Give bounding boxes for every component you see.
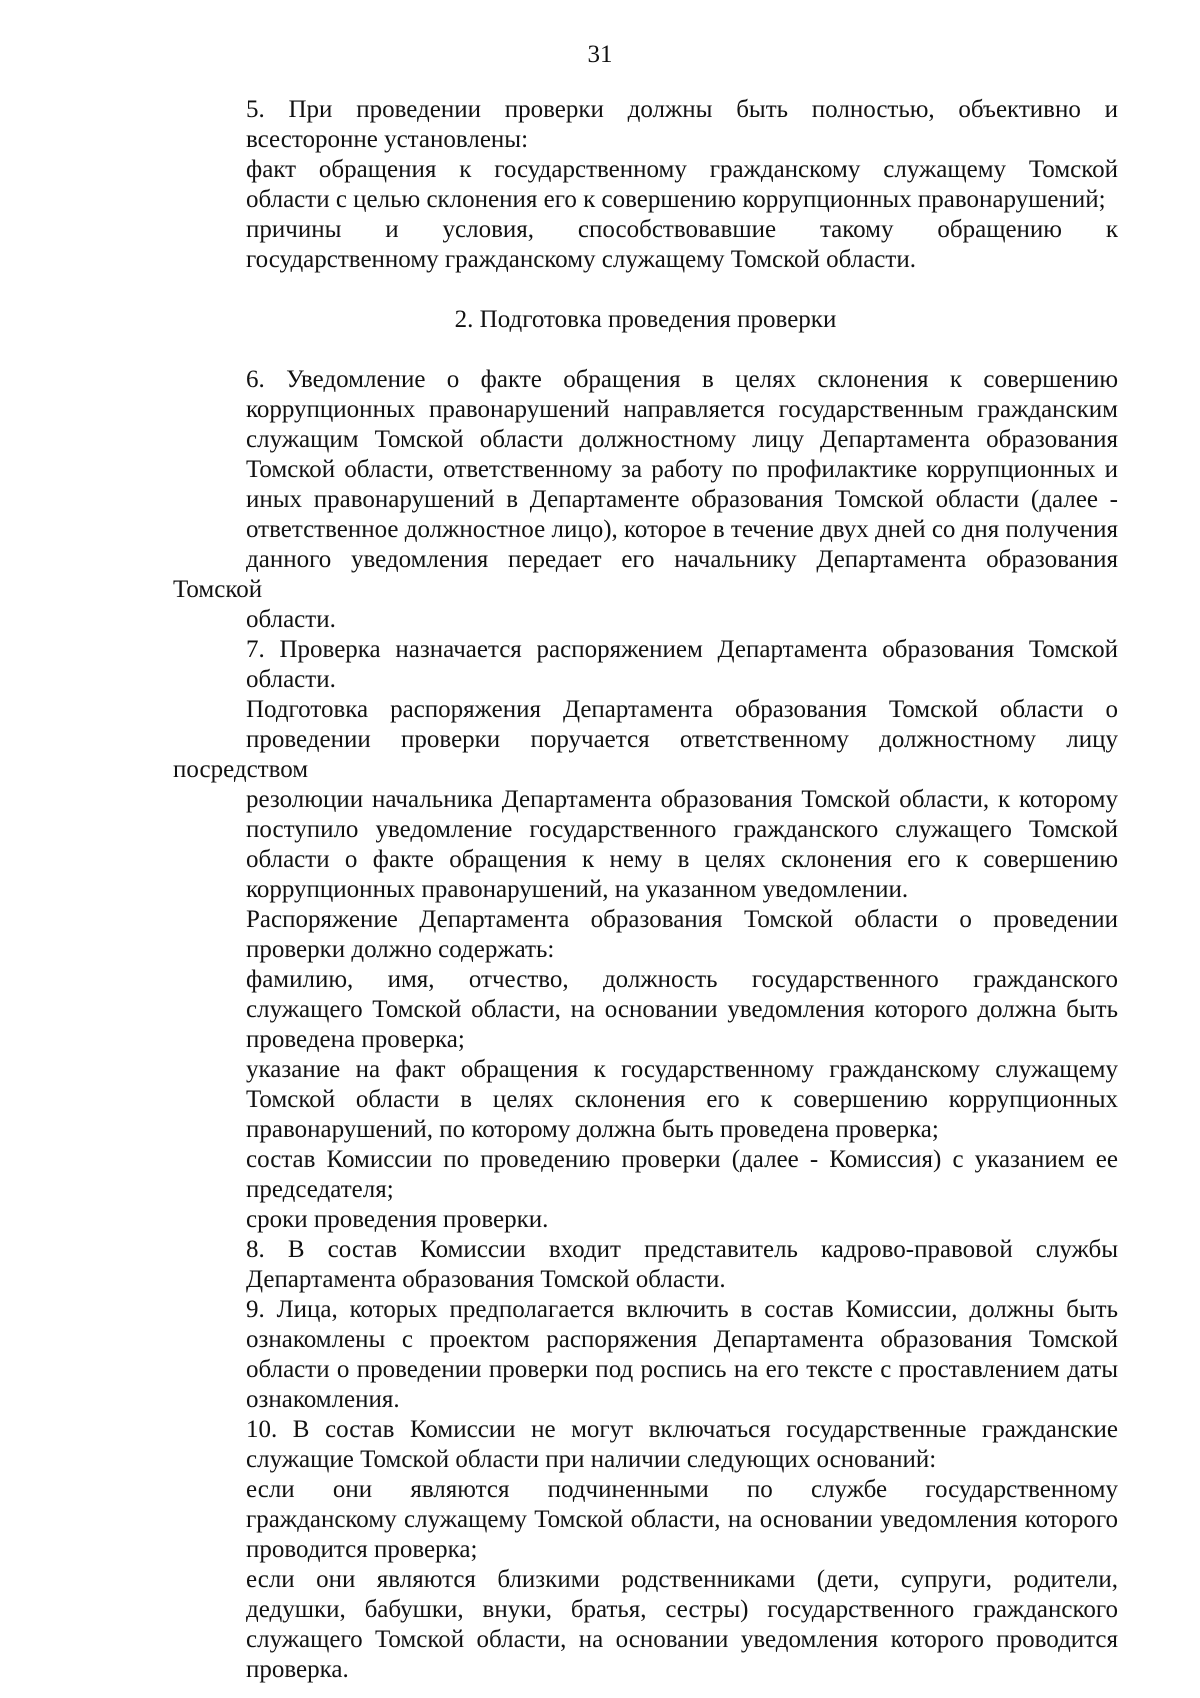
paragraph-line: если они являются близкими родственниками (дети, супруги, родители,: [246, 1566, 1118, 1593]
paragraph-line: поступило уведомление государственного гражданского служащего Томской: [246, 816, 1118, 843]
paragraph-line: служащего Томской области, на основании уведомления которого должна быть: [246, 996, 1118, 1023]
paragraph: [173, 965, 1118, 1055]
paragraph: [173, 905, 1118, 965]
paragraph: [173, 695, 1118, 905]
paragraph-line: фамилию, имя, отчество, должность государственного гражданского: [246, 966, 1118, 993]
paragraph: [173, 1565, 1118, 1685]
paragraph-line: области с целью склонения его к совершению коррупционных правонарушений;: [246, 186, 1106, 213]
paragraph-line: правонарушений, по которому должна быть проведена проверка;: [246, 1116, 939, 1143]
paragraph-line: состав Комиссии по проведению проверки (далее - Комиссия) с указанием ее: [246, 1146, 1118, 1173]
paragraph-line: области о проведении проверки под роспись на его тексте с проставлением даты: [246, 1356, 1118, 1383]
paragraph-line: области.: [246, 666, 336, 693]
paragraph-line: Департамента образования Томской области.: [246, 1266, 726, 1293]
paragraph-line: 8. В состав Комиссии входит представитель кадрово-правовой службы: [246, 1236, 1118, 1263]
paragraph: [173, 1145, 1118, 1205]
paragraph: [173, 365, 1118, 635]
paragraph-line: Томской области, ответственному за работу по профилактике коррупционных и: [246, 456, 1118, 483]
paragraph-line: проверка.: [246, 1656, 349, 1683]
paragraph-line: ответственное должностное лицо), которое в течение двух дней со дня получения: [246, 516, 1118, 543]
paragraph-line: служащие Томской области при наличии следующих оснований:: [246, 1446, 937, 1473]
paragraph-line: если они являются подчиненными по службе государственному: [246, 1476, 1118, 1503]
paragraph: [173, 95, 1118, 155]
paragraph-line: проверки должно содержать:: [246, 936, 555, 963]
paragraph-line: сроки проведения проверки.: [246, 1206, 549, 1233]
paragraph: [173, 1295, 1118, 1415]
page-number: 31: [587, 41, 613, 68]
paragraph: [173, 155, 1118, 215]
paragraph-line: указание на факт обращения к государственному гражданскому служащему: [246, 1056, 1118, 1083]
paragraph-line: председателя;: [246, 1176, 394, 1203]
paragraph-line: гражданскому служащему Томской области, на основании уведомления которого: [246, 1506, 1118, 1533]
paragraph-line: коррупционных правонарушений направляется государственным гражданским: [246, 396, 1118, 423]
paragraph: [173, 1415, 1118, 1475]
paragraph-line: проводится проверка;: [246, 1536, 478, 1563]
paragraph-line: 5. При проведении проверки должны быть полностью, объективно и: [246, 96, 1118, 123]
paragraph-line: резолюции начальника Департамента образования Томской области, к которому: [246, 786, 1118, 813]
paragraph-line: всесторонне установлены:: [246, 126, 529, 153]
paragraph: [173, 1055, 1118, 1145]
paragraph-line: служащего Томской области, на основании уведомления которого проводится: [246, 1626, 1118, 1653]
paragraph: [173, 1205, 1118, 1235]
paragraph-line: проведении проверки поручается ответственному должностному лицу посредством: [173, 726, 1118, 783]
paragraph: [173, 1475, 1118, 1565]
paragraph-line: проведена проверка;: [246, 1026, 465, 1053]
paragraph-line: служащим Томской области должностному лицу Департамента образования: [246, 426, 1118, 453]
paragraph-line: 10. В состав Комиссии не могут включаться государственные гражданские: [246, 1416, 1118, 1443]
section-heading: 2. Подготовка проведения проверки: [454, 306, 837, 333]
paragraph-line: 6. Уведомление о факте обращения в целях склонения к совершению: [246, 366, 1118, 393]
paragraph-line: факт обращения к государственному гражданскому служащему Томской: [246, 156, 1118, 183]
paragraph-line: Подготовка распоряжения Департамента образования Томской области о: [246, 696, 1118, 723]
document-body: [173, 95, 1118, 1685]
paragraph-line: дедушки, бабушки, внуки, братья, сестры) государственного гражданского: [246, 1596, 1118, 1623]
paragraph-line: 7. Проверка назначается распоряжением Департамента образования Томской: [246, 636, 1118, 663]
paragraph-line: области о факте обращения к нему в целях склонения его к совершению: [246, 846, 1118, 873]
paragraph-line: 9. Лица, которых предполагается включить в состав Комиссии, должны быть: [246, 1296, 1118, 1323]
paragraph-line: области.: [246, 606, 336, 633]
paragraph-line: иных правонарушений в Департаменте образования Томской области (далее -: [246, 486, 1118, 513]
paragraph-line: ознакомлены с проектом распоряжения Департамента образования Томской: [246, 1326, 1118, 1353]
paragraph-line: Томской области в целях склонения его к совершению коррупционных: [246, 1086, 1118, 1113]
section-2: [173, 365, 1118, 1685]
paragraph: [173, 215, 1118, 275]
paragraph-line: государственному гражданскому служащему Томской области.: [246, 246, 916, 273]
paragraph-line: причины и условия, способствовавшие такому обращению к: [246, 216, 1118, 243]
paragraph-line: ознакомления.: [246, 1386, 400, 1413]
paragraph-line: Распоряжение Департамента образования Томской области о проведении: [246, 906, 1118, 933]
paragraph-line: коррупционных правонарушений, на указанном уведомлении.: [246, 876, 909, 903]
section-1-tail: [173, 95, 1118, 275]
paragraph-line: данного уведомления передает его начальнику Департамента образования Томской: [173, 546, 1118, 603]
paragraph: [173, 1235, 1118, 1295]
paragraph: [173, 635, 1118, 695]
